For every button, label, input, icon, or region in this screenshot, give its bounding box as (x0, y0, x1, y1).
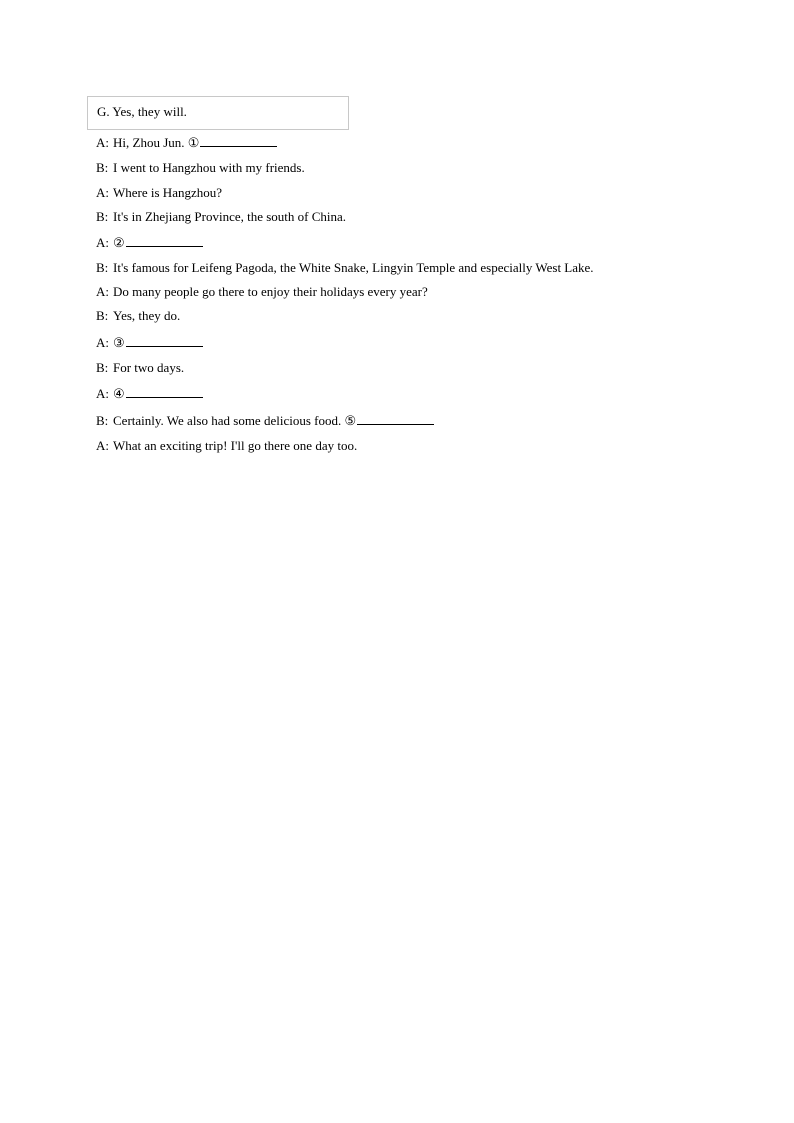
speaker-label: A: (96, 185, 109, 200)
answer-blank-4[interactable] (126, 385, 203, 398)
dialogue-line-1 (96, 134, 277, 151)
answer-blank-3[interactable] (126, 334, 203, 347)
line-text: Do many people go there to enjoy their holidays every year? (113, 284, 428, 299)
dialogue-line-4 (96, 209, 346, 225)
dialogue-line-9 (96, 334, 203, 351)
speaker-label: A: (96, 235, 109, 250)
line-text: It's in Zhejiang Province, the south of China. (113, 209, 347, 224)
speaker-label: B: (96, 413, 109, 428)
dialogue-line-2 (96, 160, 305, 176)
line-text: It's famous for Leifeng Pagoda, the White Snake, Lingyin Temple and especially West Lake. (113, 260, 594, 275)
dialogue-line-5 (96, 234, 203, 251)
speaker-label: B: (96, 360, 109, 375)
line-text: Where is Hangzhou? (113, 185, 223, 200)
speaker-label: A: (96, 284, 109, 299)
blank-marker: ③ (113, 335, 125, 350)
blank-marker: ④ (113, 386, 125, 401)
speaker-label: A: (96, 335, 109, 350)
dialogue-line-8 (96, 308, 180, 324)
speaker-label: A: (96, 438, 109, 453)
dialogue-line-10 (96, 360, 184, 376)
speaker-label: B: (96, 209, 109, 224)
line-text: Hi, Zhou Jun. (113, 135, 188, 150)
speaker-label: B: (96, 308, 109, 323)
dialogue-line-7 (96, 284, 428, 300)
line-text: For two days. (113, 360, 185, 375)
option-g-text: G. Yes, they will. (97, 104, 187, 119)
dialogue-line-13 (96, 438, 357, 454)
blank-marker: ① (187, 135, 200, 150)
speaker-label: B: (96, 160, 109, 175)
blank-marker: ⑤ (344, 413, 357, 428)
dialogue-line-11 (96, 385, 203, 402)
dialogue-line-3 (96, 185, 222, 201)
dialogue-line-6 (96, 260, 594, 276)
speaker-label: A: (96, 386, 109, 401)
line-text: Certainly. We also had some delicious food. (113, 413, 345, 428)
line-text: I went to Hangzhou with my friends. (113, 160, 305, 175)
line-text: What an exciting trip! I'll go there one day too. (113, 438, 358, 453)
answer-blank-1[interactable] (200, 134, 277, 147)
answer-blank-5[interactable] (357, 412, 434, 425)
option-box (87, 96, 349, 130)
line-text: Yes, they do. (113, 308, 181, 323)
blank-marker: ② (113, 235, 125, 250)
speaker-label: B: (96, 260, 109, 275)
answer-blank-2[interactable] (126, 234, 203, 247)
speaker-label: A: (96, 135, 109, 150)
dialogue-line-12 (96, 412, 434, 429)
